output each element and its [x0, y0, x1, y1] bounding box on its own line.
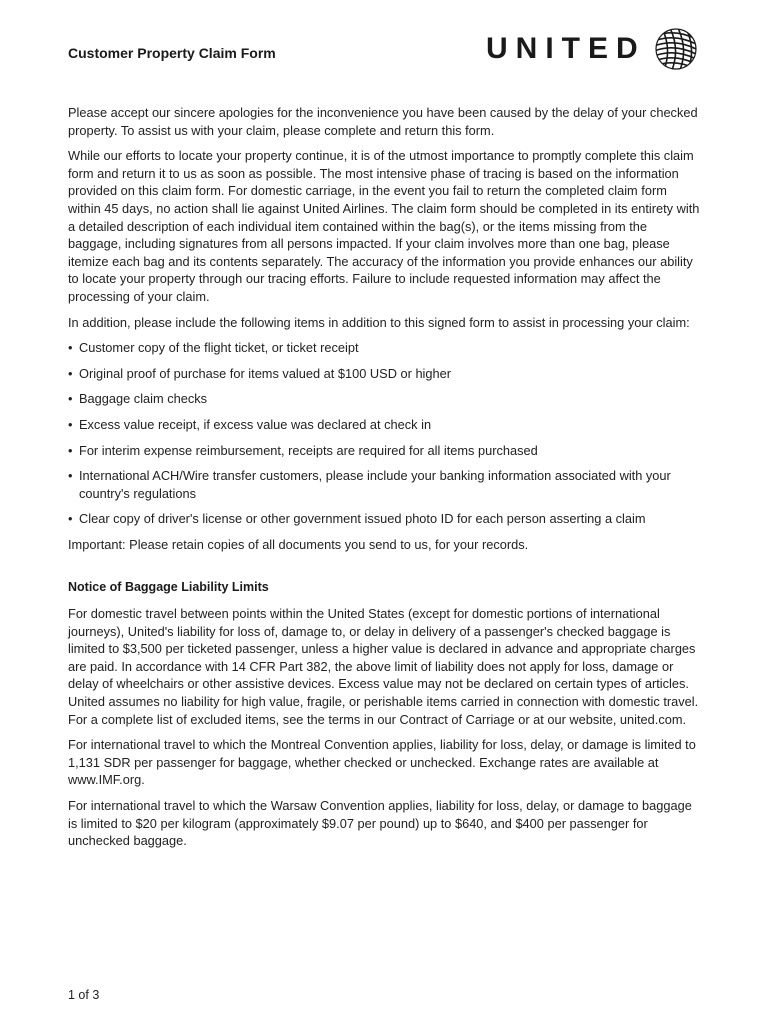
united-logo	[486, 26, 700, 72]
important-note: Important: Please retain copies of all documents you send to us, for your records.	[68, 536, 529, 552]
page-title: Customer Property Claim Form	[68, 45, 276, 61]
list-item: • Clear copy of driver's license or other government issued photo ID for each person asserting a claim	[68, 510, 700, 528]
notice-paragraph-domestic: For domestic travel between points within the United States (except for domestic portions of international journeys), United's liability for loss of, damage to, or delay in delivery of a passenger's checked baggage is limited to $3,500 per ticketed passenger, unless a higher value is declared in advance and appropriate charges are paid. In accordance with 14 CFR Part 382, the above limit of liability does not apply for loss, damage or delay of wheelchairs or other assistive devices. Excess value may not be declared on certain types of articles. United assumes no liability for high value, fragile, or perishable items carried in connection with domestic travel. For a complete list of excluded items, see the terms in our Contract of Carriage or at our website, united.com.	[68, 606, 699, 727]
intro-paragraph-3: In addition, please include the following items in addition to this signed form to assist in processing your claim:	[68, 314, 690, 330]
logo-wordmark: UNITED	[486, 32, 646, 65]
list-item: • Original proof of purchase for items valued at $100 USD or higher	[68, 365, 700, 383]
notice-paragraph-montreal: For international travel to which the Montreal Convention applies, liability for loss, delay, or damage is limited to 1,131 SDR per passenger for baggage, whether checked or unchecked. Exchange rates are available at www.IMF.org.	[68, 737, 696, 788]
list-item: • International ACH/Wire transfer customers, please include your banking information associated with your country's regulations	[68, 467, 700, 502]
notice-heading: Notice of Baggage Liability Limits	[68, 580, 269, 595]
globe-icon	[652, 26, 700, 72]
required-items-list	[68, 339, 700, 528]
intro-paragraph-1: Please accept our sincere apologies for the inconvenience you have been caused by the delay of your checked property. To assist us with your claim, please complete and return this form.	[68, 105, 698, 138]
list-item: • Customer copy of the flight ticket, or ticket receipt	[68, 339, 700, 357]
list-item: • Excess value receipt, if excess value was declared at check in	[68, 416, 700, 434]
form-body	[68, 104, 700, 858]
intro-paragraph-2: While our efforts to locate your property continue, it is of the utmost importance to promptly complete this claim form and return it to us as soon as possible. The most intensive phase of tracing is based on the information provided on this claim form. For domestic carriage, in the event you fail to return the completed claim form within 45 days, no action shall lie against United Airlines. The claim form should be completed in its entirety with a detailed description of each individual item contained within the bag(s), or the items missing from the baggage, including signatures from all persons impacted. If your claim involves more than one bag, please itemize each bag and its contents separately. The accuracy of the information you provide enhances our ability to locate your property through our tracing efforts. Failure to include requested information may affect the processing of your claim.	[68, 148, 700, 304]
list-item: • For interim expense reimbursement, receipts are required for all items purchased	[68, 442, 700, 460]
notice-paragraph-warsaw: For international travel to which the Warsaw Convention applies, liability for loss, delay, or damage to baggage is limited to $20 per kilogram (approximately $9.07 per pound) up to $640, and $400 per passenger for unchecked baggage.	[68, 798, 692, 849]
page-number: 1 of 3	[68, 988, 100, 1002]
list-item: • Baggage claim checks	[68, 390, 700, 408]
